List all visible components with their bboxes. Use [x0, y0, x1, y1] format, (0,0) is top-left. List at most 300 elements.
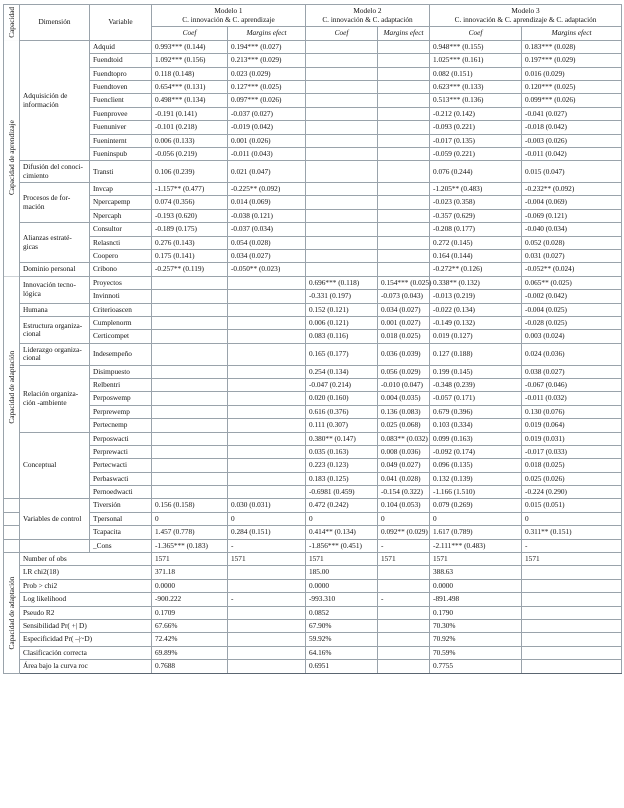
table-row-stat [4, 646, 622, 659]
m2-margins [378, 67, 430, 80]
m3-coef: -0.057 (0.171) [430, 392, 522, 405]
stat-m2-coef: 67.90% [306, 619, 378, 632]
stat-m1-coef: 0.7688 [152, 660, 228, 673]
m3-coef: 0.096 (0.135) [430, 459, 522, 472]
m2-coef: -0.047 (0.214) [306, 378, 378, 391]
m1-coef: -0.056 (0.219) [152, 147, 228, 160]
table-row-stat [4, 566, 622, 579]
variable-label: Tcapacita [90, 526, 152, 539]
m2-coef: 0.183 (0.125) [306, 472, 378, 485]
m3-margins: -0.017 (0.033) [522, 445, 622, 458]
m2-coef [306, 161, 378, 183]
m3-coef: 0.623*** (0.133) [430, 80, 522, 93]
m3-margins: 0.025 (0.026) [522, 472, 622, 485]
m1-margins [228, 486, 306, 499]
header-m3-margins: Margins efect [522, 27, 622, 41]
m3-coef: -0.149 (0.132) [430, 317, 522, 330]
m1-margins [228, 378, 306, 391]
m3-coef: -0.059 (0.221) [430, 147, 522, 160]
header-m1-coef: Coef [152, 27, 228, 41]
stat-m1-coef: 0.0000 [152, 579, 228, 592]
table-row [4, 290, 622, 303]
variable-label: Certicompet [90, 330, 152, 343]
m3-margins: -0.011 (0.042) [522, 147, 622, 160]
m2-coef: 0.223 (0.123) [306, 459, 378, 472]
stat-m1-coef: 72.42% [152, 633, 228, 646]
table-row [4, 486, 622, 499]
stat-m2-coef: -993.310 [306, 593, 378, 606]
stat-m2-coef: 1571 [306, 553, 378, 566]
m1-margins: 0.001 (0.026) [228, 134, 306, 147]
m3-margins: 0.120*** (0.025) [522, 80, 622, 93]
m1-margins: -0.011 (0.043) [228, 147, 306, 160]
m1-margins [228, 303, 306, 316]
stat-label: LR chi2(18) [20, 566, 152, 579]
variable-label: Criterioascen [90, 303, 152, 316]
m2-margins [378, 161, 430, 183]
stat-m1-margins [228, 619, 306, 632]
m3-margins: 0.130 (0.076) [522, 405, 622, 418]
m2-coef [306, 107, 378, 120]
m2-coef: 0.380** (0.147) [306, 432, 378, 445]
capacidad-adaptacion-stats: Capacidad de adaptación [4, 553, 20, 674]
variable-label: Perprewacti [90, 445, 152, 458]
table-row [4, 303, 622, 316]
table-row [4, 67, 622, 80]
m2-margins: 0.104 (0.053) [378, 499, 430, 512]
stat-m3-coef: 0.0000 [430, 579, 522, 592]
m2-margins: 0.025 (0.068) [378, 419, 430, 432]
stat-m1-coef: 1571 [152, 553, 228, 566]
m1-coef: 0.175 (0.141) [152, 250, 228, 263]
table-header-models [4, 5, 622, 27]
variable-label: Pertecwacti [90, 459, 152, 472]
m1-coef [152, 303, 228, 316]
stat-m2-coef: 185.00 [306, 566, 378, 579]
stat-m3-coef: 0.1790 [430, 606, 522, 619]
stat-m2-margins [378, 633, 430, 646]
m2-margins [378, 236, 430, 249]
table-row [4, 378, 622, 391]
variable-label: Perprewemp [90, 405, 152, 418]
m3-margins: 0.019 (0.031) [522, 432, 622, 445]
m3-margins: 0.015 (0.051) [522, 499, 622, 512]
m1-coef [152, 486, 228, 499]
stat-m2-coef: 0.6951 [306, 660, 378, 673]
stat-m3-margins [522, 606, 622, 619]
m3-margins: -0.028 (0.025) [522, 317, 622, 330]
m1-coef: 0.118 (0.148) [152, 67, 228, 80]
table-row-stat [4, 593, 622, 606]
m3-coef: -0.017 (0.135) [430, 134, 522, 147]
table-row [4, 196, 622, 209]
m2-margins [378, 147, 430, 160]
m3-coef: 0.338** (0.132) [430, 276, 522, 289]
m3-coef: 0.082 (0.151) [430, 67, 522, 80]
m3-coef: 0.079 (0.269) [430, 499, 522, 512]
m2-coef [306, 40, 378, 53]
m1-margins: 0.054 (0.028) [228, 236, 306, 249]
variable-label: Fuenclient [90, 94, 152, 107]
m3-margins: 0.016 (0.029) [522, 67, 622, 80]
m2-coef: 0.152 (0.121) [306, 303, 378, 316]
stat-m3-coef: 388.63 [430, 566, 522, 579]
m1-coef: -0.191 (0.141) [152, 107, 228, 120]
table-row [4, 512, 622, 525]
dimension-procesos: Procesos de for-mación [20, 183, 90, 223]
table-row [4, 445, 622, 458]
m3-coef: 0.099 (0.163) [430, 432, 522, 445]
table-row [4, 54, 622, 67]
stat-m1-margins [228, 566, 306, 579]
m3-coef: -0.013 (0.219) [430, 290, 522, 303]
m2-coef: 0 [306, 512, 378, 525]
m3-margins: -0.003 (0.026) [522, 134, 622, 147]
m3-margins: -0.069 (0.121) [522, 209, 622, 222]
m3-coef: 0.513*** (0.136) [430, 94, 522, 107]
m3-coef: -0.357 (0.629) [430, 209, 522, 222]
m3-margins: -0.040 (0.034) [522, 223, 622, 236]
modelo-2-title: Modelo 2 [353, 6, 382, 16]
stat-m2-margins: - [378, 593, 430, 606]
dimension-dominio: Dominio personal [20, 263, 90, 276]
dimension-control: Variables de control [20, 499, 90, 539]
m1-margins [228, 459, 306, 472]
m1-coef: -0.193 (0.620) [152, 209, 228, 222]
variable-label: Transti [90, 161, 152, 183]
m2-margins [378, 196, 430, 209]
stat-m3-margins [522, 619, 622, 632]
m3-margins: -0.232** (0.092) [522, 183, 622, 196]
table-row [4, 472, 622, 485]
m3-margins: 0.052 (0.028) [522, 236, 622, 249]
stat-m1-margins [228, 579, 306, 592]
modelo-2-subtitle: C. innovación & C. adaptación [322, 14, 413, 24]
m1-margins [228, 317, 306, 330]
stat-m2-margins: 1571 [378, 553, 430, 566]
stat-label: Clasificación correcta [20, 646, 152, 659]
m1-coef [152, 343, 228, 365]
table-row-stat [4, 606, 622, 619]
m1-margins: 0.127*** (0.025) [228, 80, 306, 93]
stat-m1-margins [228, 633, 306, 646]
table-row [4, 405, 622, 418]
table-row-cons [4, 539, 622, 552]
m3-coef: 0.132 (0.139) [430, 472, 522, 485]
m2-coef [306, 80, 378, 93]
header-capacidad: Capacidad [4, 5, 20, 41]
m2-margins [378, 107, 430, 120]
variable-label: Fueninternt [90, 134, 152, 147]
m1-margins: 0.284 (0.151) [228, 526, 306, 539]
table-row [4, 161, 622, 183]
variable-label: Tpersonal [90, 512, 152, 525]
header-m1-margins: Margins efect [228, 27, 306, 41]
m3-margins: 0.031 (0.027) [522, 250, 622, 263]
m1-coef [152, 330, 228, 343]
stat-m2-coef: 0.0000 [306, 579, 378, 592]
variable-label: Perposwacti [90, 432, 152, 445]
table-row [4, 107, 622, 120]
m2-coef: 0.035 (0.163) [306, 445, 378, 458]
cons-m2-margins: - [378, 539, 430, 552]
table-row [4, 147, 622, 160]
dimension-alianzas: Alianzas estraté-gicas [20, 223, 90, 263]
m2-margins [378, 121, 430, 134]
m1-coef: 1.457 (0.778) [152, 526, 228, 539]
m3-coef: -0.092 (0.174) [430, 445, 522, 458]
stat-m3-margins [522, 566, 622, 579]
m3-margins: 0.019 (0.064) [522, 419, 622, 432]
table-row [4, 94, 622, 107]
m2-coef [306, 263, 378, 276]
m1-margins: -0.037 (0.034) [228, 223, 306, 236]
m2-coef [306, 236, 378, 249]
m3-coef: -0.093 (0.221) [430, 121, 522, 134]
m2-margins [378, 54, 430, 67]
m1-margins [228, 445, 306, 458]
m2-margins [378, 94, 430, 107]
table-row [4, 526, 622, 539]
stat-label: Prob > chi2 [20, 579, 152, 592]
m3-coef: -0.023 (0.358) [430, 196, 522, 209]
variable-label: Proyectos [90, 276, 152, 289]
m1-margins [228, 419, 306, 432]
m1-coef: 0.498*** (0.134) [152, 94, 228, 107]
dimension-relacion: Relación organiza-ción -ambiente [20, 365, 90, 432]
modelo-1-subtitle: C. innovación & C. aprendizaje [182, 14, 275, 24]
m3-margins: 0.065** (0.025) [522, 276, 622, 289]
m2-margins: 0.018 (0.025) [378, 330, 430, 343]
table-row [4, 432, 622, 445]
m1-coef: 1.092*** (0.156) [152, 54, 228, 67]
m3-margins: 0.018 (0.025) [522, 459, 622, 472]
m3-coef: 0.019 (0.127) [430, 330, 522, 343]
m2-margins: 0.083** (0.032) [378, 432, 430, 445]
m3-coef: -0.022 (0.134) [430, 303, 522, 316]
m1-coef [152, 290, 228, 303]
m3-coef: 0.103 (0.334) [430, 419, 522, 432]
stat-m3-margins [522, 633, 622, 646]
stat-m2-margins [378, 579, 430, 592]
variable-label: Relbentri [90, 378, 152, 391]
variable-label: Cribono [90, 263, 152, 276]
m1-margins: 0.023 (0.029) [228, 67, 306, 80]
stat-m1-margins [228, 606, 306, 619]
stat-m3-coef: 70.59% [430, 646, 522, 659]
dimension-adquisicion: Adquisición de información [20, 40, 90, 161]
m2-margins: -0.073 (0.043) [378, 290, 430, 303]
cons-m2-coef: -1.856*** (0.451) [306, 539, 378, 552]
table-row [4, 330, 622, 343]
m3-coef: 1.617 (0.789) [430, 526, 522, 539]
m3-coef: 0.127 (0.188) [430, 343, 522, 365]
modelo-1-title: Modelo 1 [214, 6, 243, 16]
modelo-3-subtitle: C. innovación & C. aprendizaje & C. adaptación [454, 14, 597, 24]
m1-coef [152, 445, 228, 458]
table-row-stat [4, 579, 622, 592]
stat-m3-margins [522, 646, 622, 659]
m3-coef: -1.205** (0.483) [430, 183, 522, 196]
table-row [4, 223, 622, 236]
variable-label: Fuenprovee [90, 107, 152, 120]
m3-margins: 0.311** (0.151) [522, 526, 622, 539]
variable-label: Fuendtoven [90, 80, 152, 93]
m3-margins: 0.038 (0.027) [522, 365, 622, 378]
m2-coef: 0.616 (0.376) [306, 405, 378, 418]
m2-margins [378, 134, 430, 147]
m2-margins: 0.092** (0.029) [378, 526, 430, 539]
m2-margins: 0 [378, 512, 430, 525]
stat-label: Área bajo la curva roc [20, 660, 152, 673]
stat-label: Pseudo R2 [20, 606, 152, 619]
m2-margins: 0.036 (0.039) [378, 343, 430, 365]
header-dimension: Dimensión [20, 5, 90, 41]
m3-margins: -0.004 (0.069) [522, 196, 622, 209]
table-row-stat [4, 553, 622, 566]
m3-coef: -1.166 (1.510) [430, 486, 522, 499]
m1-margins: -0.038 (0.121) [228, 209, 306, 222]
m2-coef [306, 54, 378, 67]
dimension-estructura: Estructura organiza-cional [20, 317, 90, 344]
stat-m3-margins: 1571 [522, 553, 622, 566]
m3-margins: 0.183*** (0.028) [522, 40, 622, 53]
stat-m1-coef: 67.66% [152, 619, 228, 632]
stat-m2-margins [378, 646, 430, 659]
m2-coef [306, 209, 378, 222]
m3-coef: -0.272** (0.126) [430, 263, 522, 276]
table-row [4, 121, 622, 134]
m3-margins: 0 [522, 512, 622, 525]
m1-coef [152, 432, 228, 445]
m2-margins [378, 263, 430, 276]
stat-m2-coef: 0.0852 [306, 606, 378, 619]
m2-margins [378, 183, 430, 196]
m1-margins: -0.019 (0.042) [228, 121, 306, 134]
table-row [4, 365, 622, 378]
variable-label: Relasncti [90, 236, 152, 249]
m1-margins: 0.194*** (0.027) [228, 40, 306, 53]
m1-coef [152, 459, 228, 472]
table-row-stat [4, 660, 622, 673]
m1-margins [228, 365, 306, 378]
m3-coef: 0 [430, 512, 522, 525]
header-m2-coef: Coef [306, 27, 378, 41]
m3-coef: 0.948*** (0.155) [430, 40, 522, 53]
m1-coef [152, 378, 228, 391]
stat-m2-margins [378, 619, 430, 632]
m2-margins: 0.004 (0.035) [378, 392, 430, 405]
table-row [4, 40, 622, 53]
stat-m3-margins [522, 593, 622, 606]
m2-coef [306, 121, 378, 134]
m1-coef [152, 365, 228, 378]
m1-coef [152, 317, 228, 330]
stat-m1-margins [228, 660, 306, 673]
m2-coef: 0.020 (0.160) [306, 392, 378, 405]
variable-label: Adquid [90, 40, 152, 53]
m2-coef: -0.6981 (0.459) [306, 486, 378, 499]
m3-margins: 0.099*** (0.026) [522, 94, 622, 107]
stat-label: Especificidad Pr( –|~D) [20, 633, 152, 646]
table-row-stat [4, 633, 622, 646]
m2-coef: -0.331 (0.197) [306, 290, 378, 303]
modelo-3-title: Modelo 3 [511, 6, 540, 16]
variable-label: Cumplenorm [90, 317, 152, 330]
m1-coef [152, 472, 228, 485]
variable-label: Pernoedwacti [90, 486, 152, 499]
m3-coef: 0.199 (0.145) [430, 365, 522, 378]
m2-margins [378, 223, 430, 236]
m1-coef: 0.993*** (0.144) [152, 40, 228, 53]
stat-m1-margins [228, 646, 306, 659]
m3-margins: -0.067 (0.046) [522, 378, 622, 391]
m1-margins: 0.021 (0.047) [228, 161, 306, 183]
m1-coef [152, 405, 228, 418]
header-m3-coef: Coef [430, 27, 522, 41]
m1-margins [228, 330, 306, 343]
stat-m2-margins [378, 566, 430, 579]
m2-margins [378, 250, 430, 263]
stat-label: Log likelihood [20, 593, 152, 606]
stat-m1-margins: 1571 [228, 553, 306, 566]
variable-label: Consultor [90, 223, 152, 236]
m3-margins: -0.052** (0.024) [522, 263, 622, 276]
dimension-conceptual: Conceptual [20, 432, 90, 499]
table-row [4, 209, 622, 222]
m2-coef [306, 250, 378, 263]
m1-coef: 0.006 (0.133) [152, 134, 228, 147]
m1-margins: -0.037 (0.027) [228, 107, 306, 120]
dimension-innovacion: Innovación tecno-lógica [20, 276, 90, 303]
stat-m3-coef: 1571 [430, 553, 522, 566]
m3-coef: 0.076 (0.244) [430, 161, 522, 183]
m2-margins: 0.034 (0.027) [378, 303, 430, 316]
m2-coef: 0.696*** (0.118) [306, 276, 378, 289]
m2-coef [306, 183, 378, 196]
m2-coef: 0.111 (0.307) [306, 419, 378, 432]
header-modelo-2 [306, 5, 430, 27]
m3-margins: 0.015 (0.047) [522, 161, 622, 183]
table-row [4, 263, 622, 276]
table-row-stat [4, 619, 622, 632]
m2-margins: 0.001 (0.027) [378, 317, 430, 330]
m1-coef [152, 276, 228, 289]
m1-coef [152, 392, 228, 405]
table-row [4, 317, 622, 330]
m2-margins: -0.010 (0.047) [378, 378, 430, 391]
m2-margins: 0.056 (0.029) [378, 365, 430, 378]
stat-label: Number of obs [20, 553, 152, 566]
m1-coef: -0.101 (0.218) [152, 121, 228, 134]
m1-margins: 0.097*** (0.026) [228, 94, 306, 107]
table-row [4, 80, 622, 93]
m1-coef [152, 419, 228, 432]
variable-label: Invcap [90, 183, 152, 196]
variable-label: Fuendtoid [90, 54, 152, 67]
m2-coef: 0.472 (0.242) [306, 499, 378, 512]
variable-label: Perposwemp [90, 392, 152, 405]
table-row [4, 419, 622, 432]
dimension-liderazgo: Liderazgo organiza-cional [20, 343, 90, 365]
m2-coef: 0.165 (0.177) [306, 343, 378, 365]
regression-results-table [3, 4, 622, 674]
m1-coef: -0.257** (0.119) [152, 263, 228, 276]
m2-margins: 0.041 (0.028) [378, 472, 430, 485]
m3-coef: -0.348 (0.239) [430, 378, 522, 391]
dimension-humana: Humana [20, 303, 90, 316]
m2-coef [306, 67, 378, 80]
